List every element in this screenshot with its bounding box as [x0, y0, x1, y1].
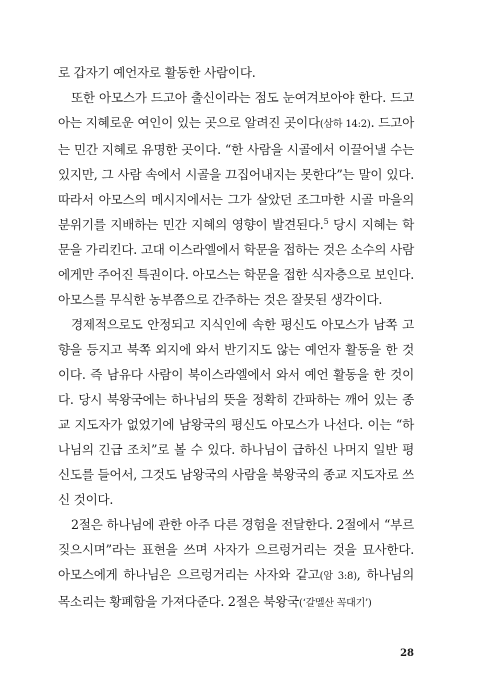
- body-text: 또한 아모스가 드고아 출신이라는 점도 눈여겨보아야 한다. 드고아는 지혜로운 여인이 있는 곳으로 알려진 곳이다: [58, 90, 414, 130]
- page-number: 28: [400, 648, 414, 659]
- body-text: , 하나님의 목소리는 황폐함을 가져다준다. 2절은 북왕국: [58, 567, 415, 609]
- body-text: 당시 지혜는 학문을 가리킨다. 고대 이스라엘에서 학문을 접하는 것은 소수의 사람에게만 주어진 특권이다. 아모스는 학문을 접한 식자층으로 보인다. 아모스를 무식한 농부쯤으로 간주하는 것은 잘못된 생각이다.: [58, 217, 414, 307]
- body-text: 경제적으로도 안정되고 지식인에 속한 평신도 아모스가 남쪽 고향을 등지고 북쪽 외지에 와서 반기지도 않는 예언자 활동을 한 것이다. 즉 남유다 사람이 북이스라엘에서 와서 예언 활동을 한 것이다. 당시 북왕국에는 하나님의 뜻을 정확히 간파하는 깨어 있는 종교 지도자가 없었기에 남왕국의 평신도 아모스가 나선다. 이는 “하나님의 긴급 조치”로 볼 수 있다. 하나님이 급하신 나머지 일반 평신도를 들어서, 그것도 남왕국의 사람을 북왕국의 종교 지도자로 쓰신 것이다.: [58, 317, 414, 507]
- scripture-reference: (삼하 14:2): [319, 119, 371, 130]
- scripture-reference: (암 3:8): [319, 571, 357, 582]
- paragraph: [58, 85, 414, 312]
- paragraph: [58, 60, 414, 85]
- footnote-marker: 5: [323, 216, 329, 226]
- body-text: 로 갑자기 예언자로 활동한 사람이다.: [58, 65, 256, 80]
- paragraph: [58, 312, 414, 512]
- page-body: [58, 60, 414, 616]
- scripture-reference: (‘갈멜산 꼭대기’): [299, 598, 372, 609]
- body-text: . 드고아는 민간 지혜로 유명한 곳이다. “한 사람을 시골에서 이끌어낼 수는 있지만, 그 사람 속에서 시골을 끄집어내지는 못한다”는 말이 있다. 따라서 아모스의 메시지에서는 그가 살았던 조그마한 시골 마을의 분위기를 지배하는 민간 지혜의 영향이 발견된다.: [58, 115, 414, 232]
- paragraph: [58, 512, 414, 616]
- body-text: 2절은 하나님에 관한 아주 다른 경험을 전달한다. 2절에서 “부르짖으시며”라는 표현을 쓰며 사자가 으르렁거리는 것을 묘사한다. 아모스에게 하나님은 으르렁거리는 사자와 같고: [58, 517, 414, 582]
